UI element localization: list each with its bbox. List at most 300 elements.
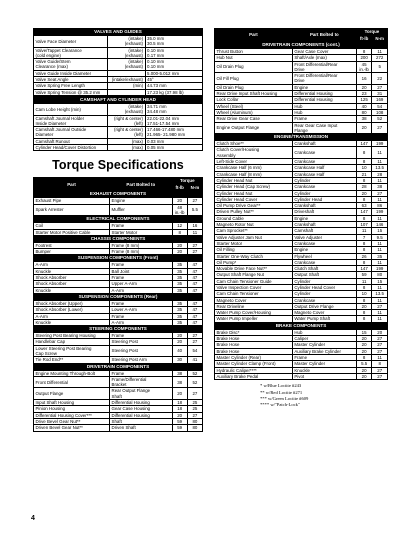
nm-cell: 52 bbox=[187, 370, 202, 376]
table-row bbox=[34, 281, 203, 287]
table-row bbox=[215, 103, 388, 109]
bolted-to-cell: Caliper bbox=[292, 336, 356, 342]
spec-detail: (max) bbox=[108, 138, 145, 144]
bolted-to-cell: Differential Housing bbox=[292, 91, 356, 97]
table-row bbox=[215, 272, 388, 278]
section-header-row bbox=[34, 216, 203, 223]
bolted-to-cell: Frame (8 mm) bbox=[110, 242, 173, 248]
table-row bbox=[34, 307, 203, 313]
bolted-to-cell: Frame bbox=[292, 116, 356, 122]
table-row bbox=[34, 115, 203, 127]
part-cell: Cam Chain Tensioner Guide bbox=[215, 278, 293, 284]
table-row bbox=[34, 370, 203, 376]
part-cell: Knuckle bbox=[34, 319, 110, 325]
part-cell: Water Pump Cover/Housing bbox=[215, 310, 293, 316]
bolted-to-cell: Frame/Differential Bracket bbox=[110, 376, 173, 388]
ftlb-cell: 20 bbox=[172, 412, 187, 418]
ftlb-cell: 18 bbox=[172, 406, 187, 412]
ftlb-cell: 8 bbox=[172, 229, 187, 235]
bolted-to-cell: Steering Post bbox=[110, 339, 173, 345]
nm-cell: 52 bbox=[187, 376, 202, 388]
nm-cell: 5.5 bbox=[187, 204, 202, 216]
table-row bbox=[215, 91, 388, 97]
part-cell: Crankcase Half (8 mm) bbox=[215, 171, 293, 177]
bolted-to-cell: Crankcase bbox=[292, 297, 356, 303]
bolted-to-cell: Pivot bbox=[292, 373, 356, 379]
bolted-to-cell: Driveshaft bbox=[292, 209, 356, 215]
part-cell: Starter Motor Positive Cable bbox=[34, 229, 110, 235]
spec-value: 22.01-22.04 mm 17.51-17.54 mm bbox=[145, 115, 202, 127]
bolted-to-cell: Shaft/Axle (max) bbox=[292, 55, 356, 61]
section-header: VALVES AND GUIDES bbox=[34, 29, 203, 36]
table-row bbox=[34, 59, 203, 71]
nm-cell: 15 bbox=[372, 228, 388, 234]
spec-label: Valve Face Diameter bbox=[34, 36, 108, 48]
column-header-nm: N-m bbox=[187, 184, 202, 191]
part-cell: A-Arm bbox=[34, 313, 110, 319]
part-cell: Cylinder Head Nut bbox=[215, 190, 293, 196]
bolted-to-cell: Crankcase bbox=[292, 259, 356, 265]
column-header-part: Part bbox=[34, 178, 110, 191]
table-row bbox=[215, 228, 388, 234]
section-header: SUSPENSION COMPONENTS (Rear) bbox=[34, 293, 203, 300]
spec-label: Camshaft Runout bbox=[34, 138, 108, 144]
part-cell: Rear Drive Input Shaft Housing bbox=[215, 91, 293, 97]
spec-label: Valve Spring Free Length bbox=[34, 83, 108, 89]
table-row bbox=[34, 47, 203, 59]
bolted-to-cell: Cylinder bbox=[292, 177, 356, 183]
part-cell: Oil Drain Plug bbox=[215, 84, 293, 90]
part-cell: Tie Rod End** bbox=[34, 357, 110, 363]
nm-cell: 80 bbox=[372, 272, 388, 278]
part-cell: Driven Pulley Nut** bbox=[215, 209, 293, 215]
spec-value: 0.10 mm 0.10 mm bbox=[145, 59, 202, 71]
part-cell: Cam Sprocket** bbox=[215, 228, 293, 234]
ftlb-cell: 26 bbox=[356, 253, 372, 259]
bolted-to-cell: Cylinder bbox=[292, 291, 356, 297]
nm-cell: 27 bbox=[187, 333, 202, 339]
nm-cell: 27 bbox=[372, 373, 388, 379]
part-cell: Output Flange bbox=[34, 388, 110, 400]
bolted-to-cell: Crankcase Half bbox=[292, 165, 356, 171]
part-cell: Handlebar Cap bbox=[34, 339, 110, 345]
spec-label: Valve Guide Inside Diameter bbox=[34, 70, 108, 76]
nm-cell: 11 bbox=[372, 49, 388, 55]
nm-cell: 27 bbox=[187, 249, 202, 255]
nm-cell: 8 bbox=[372, 361, 388, 367]
ftlb-cell: 20 bbox=[172, 333, 187, 339]
bolted-to-cell: Output Drive Flange bbox=[292, 303, 356, 309]
part-cell: Oil Pump Drive Gear** bbox=[215, 203, 293, 209]
table-row bbox=[215, 73, 388, 85]
spec-label: Camshaft Journal Outside Diameter bbox=[34, 127, 108, 139]
nm-cell: 27 bbox=[372, 303, 388, 309]
spec-detail: (intake) (exhaust) bbox=[108, 36, 145, 48]
bolted-to-cell: Rear Gear Case Input Flange bbox=[292, 122, 356, 134]
bolted-to-cell: Differential Housing bbox=[110, 400, 173, 406]
column-header-part: Part bbox=[215, 29, 293, 42]
part-cell: Wheel (Steel) bbox=[215, 103, 293, 109]
table-row bbox=[215, 367, 388, 373]
ftlb-cell: 10 bbox=[356, 291, 372, 297]
ftlb-cell: 35 bbox=[172, 313, 187, 319]
table-row bbox=[34, 418, 203, 424]
nm-cell: 80 bbox=[187, 418, 202, 424]
part-cell: Cylinder Head (Cap Screw) bbox=[215, 184, 293, 190]
part-cell: Hydraulic Caliper**** bbox=[215, 367, 293, 373]
section-header-row bbox=[34, 363, 203, 370]
bolted-to-cell: Frame bbox=[110, 313, 173, 319]
valves-and-guides-table bbox=[33, 28, 203, 96]
bolted-to-cell: Steering Post Arm bbox=[110, 357, 173, 363]
ftlb-cell: 125 bbox=[356, 97, 372, 103]
ftlb-cell: 35 bbox=[172, 319, 187, 325]
ftlb-cell: 59 bbox=[172, 418, 187, 424]
ftlb-cell: 20 bbox=[172, 388, 187, 400]
part-cell: Engine Output Flange bbox=[215, 122, 293, 134]
part-cell: Water Pump Impeller bbox=[215, 316, 293, 322]
part-cell: Brake Disc* bbox=[215, 329, 293, 335]
bolted-to-cell: Front Differential/Rear Drive bbox=[292, 61, 356, 73]
nm-cell: 11 bbox=[372, 215, 388, 221]
nm-cell: 199 bbox=[372, 141, 388, 147]
ftlb-cell: 20 bbox=[356, 190, 372, 196]
part-cell: Front Differential bbox=[34, 376, 110, 388]
bolted-to-cell: Rear Output Flange Shaft bbox=[110, 388, 173, 400]
table-row bbox=[34, 145, 203, 151]
table-row bbox=[34, 339, 203, 345]
camshaft-and-cylinder-head-table bbox=[33, 96, 203, 151]
ftlb-cell: 147 bbox=[356, 209, 372, 215]
bolted-to-cell: Upper A-Arm bbox=[110, 281, 173, 287]
nm-cell: 27 bbox=[372, 84, 388, 90]
part-cell: Shock Absorber bbox=[34, 281, 110, 287]
part-cell: Oil Pump* bbox=[215, 259, 293, 265]
nm-cell: 47 bbox=[187, 307, 202, 313]
ftlb-cell: 20 bbox=[172, 242, 187, 248]
column-header-torque: Torque bbox=[356, 29, 387, 36]
bolted-to-cell: Frame bbox=[292, 354, 356, 360]
part-cell: Brake Hose bbox=[215, 342, 293, 348]
nm-cell: 13.5 bbox=[372, 165, 388, 171]
bolted-to-cell: Front Differential/Rear Drive bbox=[292, 73, 356, 85]
bolted-to-cell: Differential Housing bbox=[110, 412, 173, 418]
bolted-to-cell: Crankshaft bbox=[292, 222, 356, 228]
table-row bbox=[215, 203, 388, 209]
table-row bbox=[215, 373, 388, 379]
nm-cell: 27 bbox=[187, 388, 202, 400]
part-cell: Valve Inspection Cover bbox=[215, 284, 293, 290]
nm-cell: 20 bbox=[372, 329, 388, 335]
part-cell: Shock Absorber (Lower) bbox=[34, 307, 110, 313]
ftlb-cell: 28 bbox=[356, 184, 372, 190]
nm-cell: 52 bbox=[372, 116, 388, 122]
ftlb-cell: 8 bbox=[356, 177, 372, 183]
ftlb-cell: 12 bbox=[172, 223, 187, 229]
page-number: 4 bbox=[31, 515, 35, 522]
part-cell: Shock Absorber (Upper) bbox=[34, 300, 110, 306]
section-header: ELECTRICAL COMPONENTS bbox=[34, 216, 203, 223]
bolted-to-cell: Cylinder Head bbox=[292, 196, 356, 202]
part-cell: A-Arm bbox=[34, 262, 110, 268]
ftlb-cell: 20 bbox=[172, 198, 187, 204]
spec-table bbox=[33, 96, 203, 151]
ftlb-cell: 15 bbox=[356, 329, 372, 335]
part-cell: Clutch Cover/Housing Assembly bbox=[215, 147, 293, 159]
column-header-nm: N-m bbox=[372, 35, 388, 42]
table-row bbox=[215, 141, 388, 147]
nm-cell: 11 bbox=[372, 196, 388, 202]
bolted-to-cell: Camshaft bbox=[292, 228, 356, 234]
nm-cell: 27 bbox=[372, 122, 388, 134]
table-row bbox=[34, 425, 203, 431]
ftlb-cell: 38 bbox=[172, 376, 187, 388]
spec-detail: (intake) (exhaust) bbox=[108, 59, 145, 71]
ftlb-cell: 40 bbox=[172, 345, 187, 357]
table-row bbox=[215, 109, 388, 115]
ftlb-cell: 8 bbox=[356, 159, 372, 165]
torque-table-right bbox=[214, 28, 388, 380]
ftlb-cell: 18 bbox=[172, 400, 187, 406]
nm-cell: 47 bbox=[187, 313, 202, 319]
bolted-to-cell: Hub bbox=[292, 103, 356, 109]
ftlb-cell: 30 bbox=[172, 357, 187, 363]
part-cell: Lower Steering Post Bearing Cap Screw bbox=[34, 345, 110, 357]
ftlb-cell: 11 bbox=[356, 278, 372, 284]
section-header: CAMSHAFT AND CYLINDER HEAD bbox=[34, 96, 203, 103]
nm-cell: 11 bbox=[372, 240, 388, 246]
part-cell: Input Shaft Housing bbox=[34, 400, 110, 406]
bolted-to-cell: Frame bbox=[110, 370, 173, 376]
part-cell: Magneto Rotor Nut bbox=[215, 222, 293, 228]
part-cell: Thrust Button bbox=[215, 49, 293, 55]
part-cell: Left-Side Cover bbox=[215, 159, 293, 165]
ftlb-cell: 7 bbox=[356, 234, 372, 240]
part-cell: Knuckle bbox=[34, 268, 110, 274]
part-cell: Starter One-Way Clutch bbox=[215, 253, 293, 259]
bolted-to-cell: Water Pump Shaft bbox=[292, 316, 356, 322]
bolted-to-cell: A-Arm bbox=[110, 287, 173, 293]
nm-cell: 25 bbox=[187, 406, 202, 412]
part-cell: Engine Mounting Through-Bolt bbox=[34, 370, 110, 376]
spec-detail: (max) bbox=[108, 145, 145, 151]
ftlb-cell: 20 bbox=[356, 336, 372, 342]
nm-cell: 11 bbox=[372, 354, 388, 360]
bolted-to-cell: Magneto Cover bbox=[292, 310, 356, 316]
ftlb-cell: 8 bbox=[356, 196, 372, 202]
ftlb-cell: 20 bbox=[356, 84, 372, 90]
section-header: EXHAUST COMPONENTS bbox=[34, 191, 203, 198]
bolted-to-cell: Driven Shaft bbox=[110, 425, 173, 431]
part-cell: Starter Motor bbox=[215, 240, 293, 246]
bolted-to-cell: Crankcase bbox=[292, 240, 356, 246]
spec-value: 0.05 mm bbox=[145, 145, 202, 151]
table-row bbox=[34, 275, 203, 281]
spec-value: 35.0 mm 30.5 mm bbox=[145, 36, 202, 48]
ftlb-cell: 35 bbox=[172, 287, 187, 293]
torque-specifications-title: Torque Specifications bbox=[52, 158, 184, 173]
table-row bbox=[215, 222, 388, 228]
bolted-to-cell: Crankshaft bbox=[292, 203, 356, 209]
ftlb-cell: 59 bbox=[172, 425, 187, 431]
ftlb-cell: 35 bbox=[172, 300, 187, 306]
ftlb-cell: 38 bbox=[172, 370, 187, 376]
ftlb-cell: 35 bbox=[172, 281, 187, 287]
spec-label: Cam Lobe Height (min) bbox=[34, 103, 108, 115]
table-row bbox=[215, 291, 388, 297]
bolted-to-cell: Shaft bbox=[110, 418, 173, 424]
nm-cell: 169 bbox=[372, 97, 388, 103]
ftlb-cell: 8 bbox=[356, 284, 372, 290]
bolted-to-cell: Crankcase Half bbox=[292, 171, 356, 177]
nm-cell: 11 bbox=[187, 229, 202, 235]
nm-cell: 47 bbox=[187, 319, 202, 325]
table-row bbox=[215, 61, 388, 73]
part-cell: Oil Filling bbox=[215, 247, 293, 253]
nm-cell: 108 bbox=[372, 109, 388, 115]
table-row bbox=[34, 345, 203, 357]
nm-cell: 47 bbox=[187, 262, 202, 268]
part-cell: Spark Arrester bbox=[34, 204, 110, 216]
ftlb-cell: 8 bbox=[356, 49, 372, 55]
bolted-to-cell: Clutch Shaft bbox=[292, 266, 356, 272]
ftlb-cell: 21 bbox=[356, 171, 372, 177]
ftlb-cell: 20 bbox=[356, 122, 372, 134]
nm-cell: 22 bbox=[372, 73, 388, 85]
bolted-to-cell: Cylinder bbox=[292, 190, 356, 196]
bolted-to-cell: Muffler bbox=[110, 204, 173, 216]
part-cell: Cylinder Head Cover bbox=[215, 196, 293, 202]
part-cell: Shock Absorber bbox=[34, 275, 110, 281]
part-cell: Pinion Housing bbox=[34, 406, 110, 412]
ftlb-cell: 147 bbox=[356, 266, 372, 272]
part-cell: Output Shaft Flange Nut bbox=[215, 272, 293, 278]
bolted-to-cell: Gear Case Cover bbox=[292, 49, 356, 55]
left-column bbox=[33, 28, 203, 432]
nm-cell: 27 bbox=[187, 242, 202, 248]
ftlb-cell: 8 bbox=[356, 247, 372, 253]
ftlb-cell: 8 bbox=[356, 316, 372, 322]
nm-cell: 47 bbox=[187, 268, 202, 274]
spec-detail: (right & center) (left) bbox=[108, 127, 145, 139]
part-cell: Coil bbox=[34, 223, 110, 229]
bolted-to-cell: Engine bbox=[110, 198, 173, 204]
part-cell: Driven Bevel Gear Nut** bbox=[34, 425, 110, 431]
section-header-row bbox=[34, 293, 203, 300]
bolted-to-cell: Crankcase bbox=[292, 159, 356, 165]
nm-cell: 146 bbox=[372, 222, 388, 228]
part-cell: Clutch Shoe** bbox=[215, 141, 293, 147]
part-cell: Drive Bevel Gear Nut** bbox=[34, 418, 110, 424]
ftlb-cell: 8 bbox=[356, 259, 372, 265]
nm-cell: 11 bbox=[372, 147, 388, 159]
table-row bbox=[215, 165, 388, 171]
nm-cell: 13.5 bbox=[372, 291, 388, 297]
section-header: DRIVETRAIN COMPONENTS bbox=[34, 363, 203, 370]
part-cell: Crankcase Half (6 mm) bbox=[215, 165, 293, 171]
ftlb-cell: 40 bbox=[356, 103, 372, 109]
nm-cell: 25 bbox=[187, 400, 202, 406]
ftlb-cell: 20 bbox=[356, 348, 372, 354]
part-cell: Brake Hose bbox=[215, 336, 293, 342]
table-row bbox=[34, 204, 203, 216]
nm-cell: 35 bbox=[372, 253, 388, 259]
nm-cell: 11 bbox=[372, 177, 388, 183]
nm-cell: 28 bbox=[372, 171, 388, 177]
bolted-to-cell: Knuckle bbox=[292, 367, 356, 373]
bolted-to-cell: Starter Motor bbox=[110, 229, 173, 235]
section-header: BRAKE COMPONENTS bbox=[215, 322, 388, 329]
spec-table bbox=[33, 28, 203, 96]
spec-detail: (intake/exhaust) bbox=[108, 77, 145, 83]
table-row bbox=[215, 84, 388, 90]
nm-cell: 31 bbox=[372, 91, 388, 97]
table-row bbox=[215, 184, 388, 190]
ftlb-cell: 20 bbox=[172, 339, 187, 345]
part-cell: Valve Adjuster Jam Nut bbox=[215, 234, 293, 240]
ftlb-cell: 8 bbox=[356, 297, 372, 303]
bolted-to-cell: Frame (8 mm) bbox=[110, 249, 173, 255]
section-header-row bbox=[215, 322, 388, 329]
ftlb-cell: 20 bbox=[356, 373, 372, 379]
table-row bbox=[34, 36, 203, 48]
section-header: ENGINE/TRANSMISSION bbox=[215, 134, 388, 141]
spec-detail: (intake) (exhaust) bbox=[108, 103, 145, 115]
bolted-to-cell: Hub bbox=[292, 109, 356, 115]
ftlb-cell: 20 bbox=[356, 303, 372, 309]
ftlb-cell: 35 bbox=[172, 307, 187, 313]
part-cell: Hub Nut bbox=[215, 55, 293, 61]
nm-cell: 27 bbox=[187, 339, 202, 345]
table-row bbox=[34, 357, 203, 363]
table-row bbox=[215, 253, 388, 259]
table-row bbox=[215, 303, 388, 309]
ftlb-cell: 63 bbox=[356, 203, 372, 209]
table-row bbox=[34, 406, 203, 412]
part-cell: Knuckle bbox=[34, 287, 110, 293]
ftlb-cell: 59 bbox=[356, 272, 372, 278]
nm-cell: 11 bbox=[372, 259, 388, 265]
section-header: STEERING COMPONENTS bbox=[34, 326, 203, 333]
nm-cell: 11 bbox=[372, 159, 388, 165]
table-row bbox=[34, 300, 203, 306]
bolted-to-cell: Auxiliary Brake Cylinder bbox=[292, 348, 356, 354]
section-header-row bbox=[34, 255, 203, 262]
part-cell: Oil Drain Plug bbox=[215, 61, 293, 73]
bolted-to-cell: Engine bbox=[292, 215, 356, 221]
part-cell: Lock Collar bbox=[215, 97, 293, 103]
bolted-to-cell: Cylinder bbox=[292, 278, 356, 284]
nm-cell: 47 bbox=[187, 281, 202, 287]
table-row bbox=[34, 89, 203, 95]
bolted-to-cell: Valve Adjuster bbox=[292, 234, 356, 240]
table-row bbox=[215, 266, 388, 272]
spec-value: 0.10 mm 0.17 mm bbox=[145, 47, 202, 59]
footnote: ** w/Red Loctite #271 bbox=[260, 389, 303, 395]
column-header-bolted-to: Part Bolted to bbox=[110, 178, 173, 191]
nm-cell: 16 bbox=[187, 223, 202, 229]
spec-value: 34.71 mm 34.48 mm bbox=[145, 103, 202, 115]
column-header-torque: Torque bbox=[172, 178, 202, 185]
part-cell: Movable Drive Face Nut** bbox=[215, 266, 293, 272]
section-header-row bbox=[215, 42, 388, 49]
ftlb-cell: 200 bbox=[356, 55, 372, 61]
bolted-to-cell: Frame bbox=[110, 333, 173, 339]
spec-detail: (right & center) (left) bbox=[108, 115, 145, 127]
bolted-to-cell: Hub bbox=[292, 329, 356, 335]
ftlb-cell: 8 bbox=[356, 354, 372, 360]
bolted-to-cell: A-Arm bbox=[110, 319, 173, 325]
